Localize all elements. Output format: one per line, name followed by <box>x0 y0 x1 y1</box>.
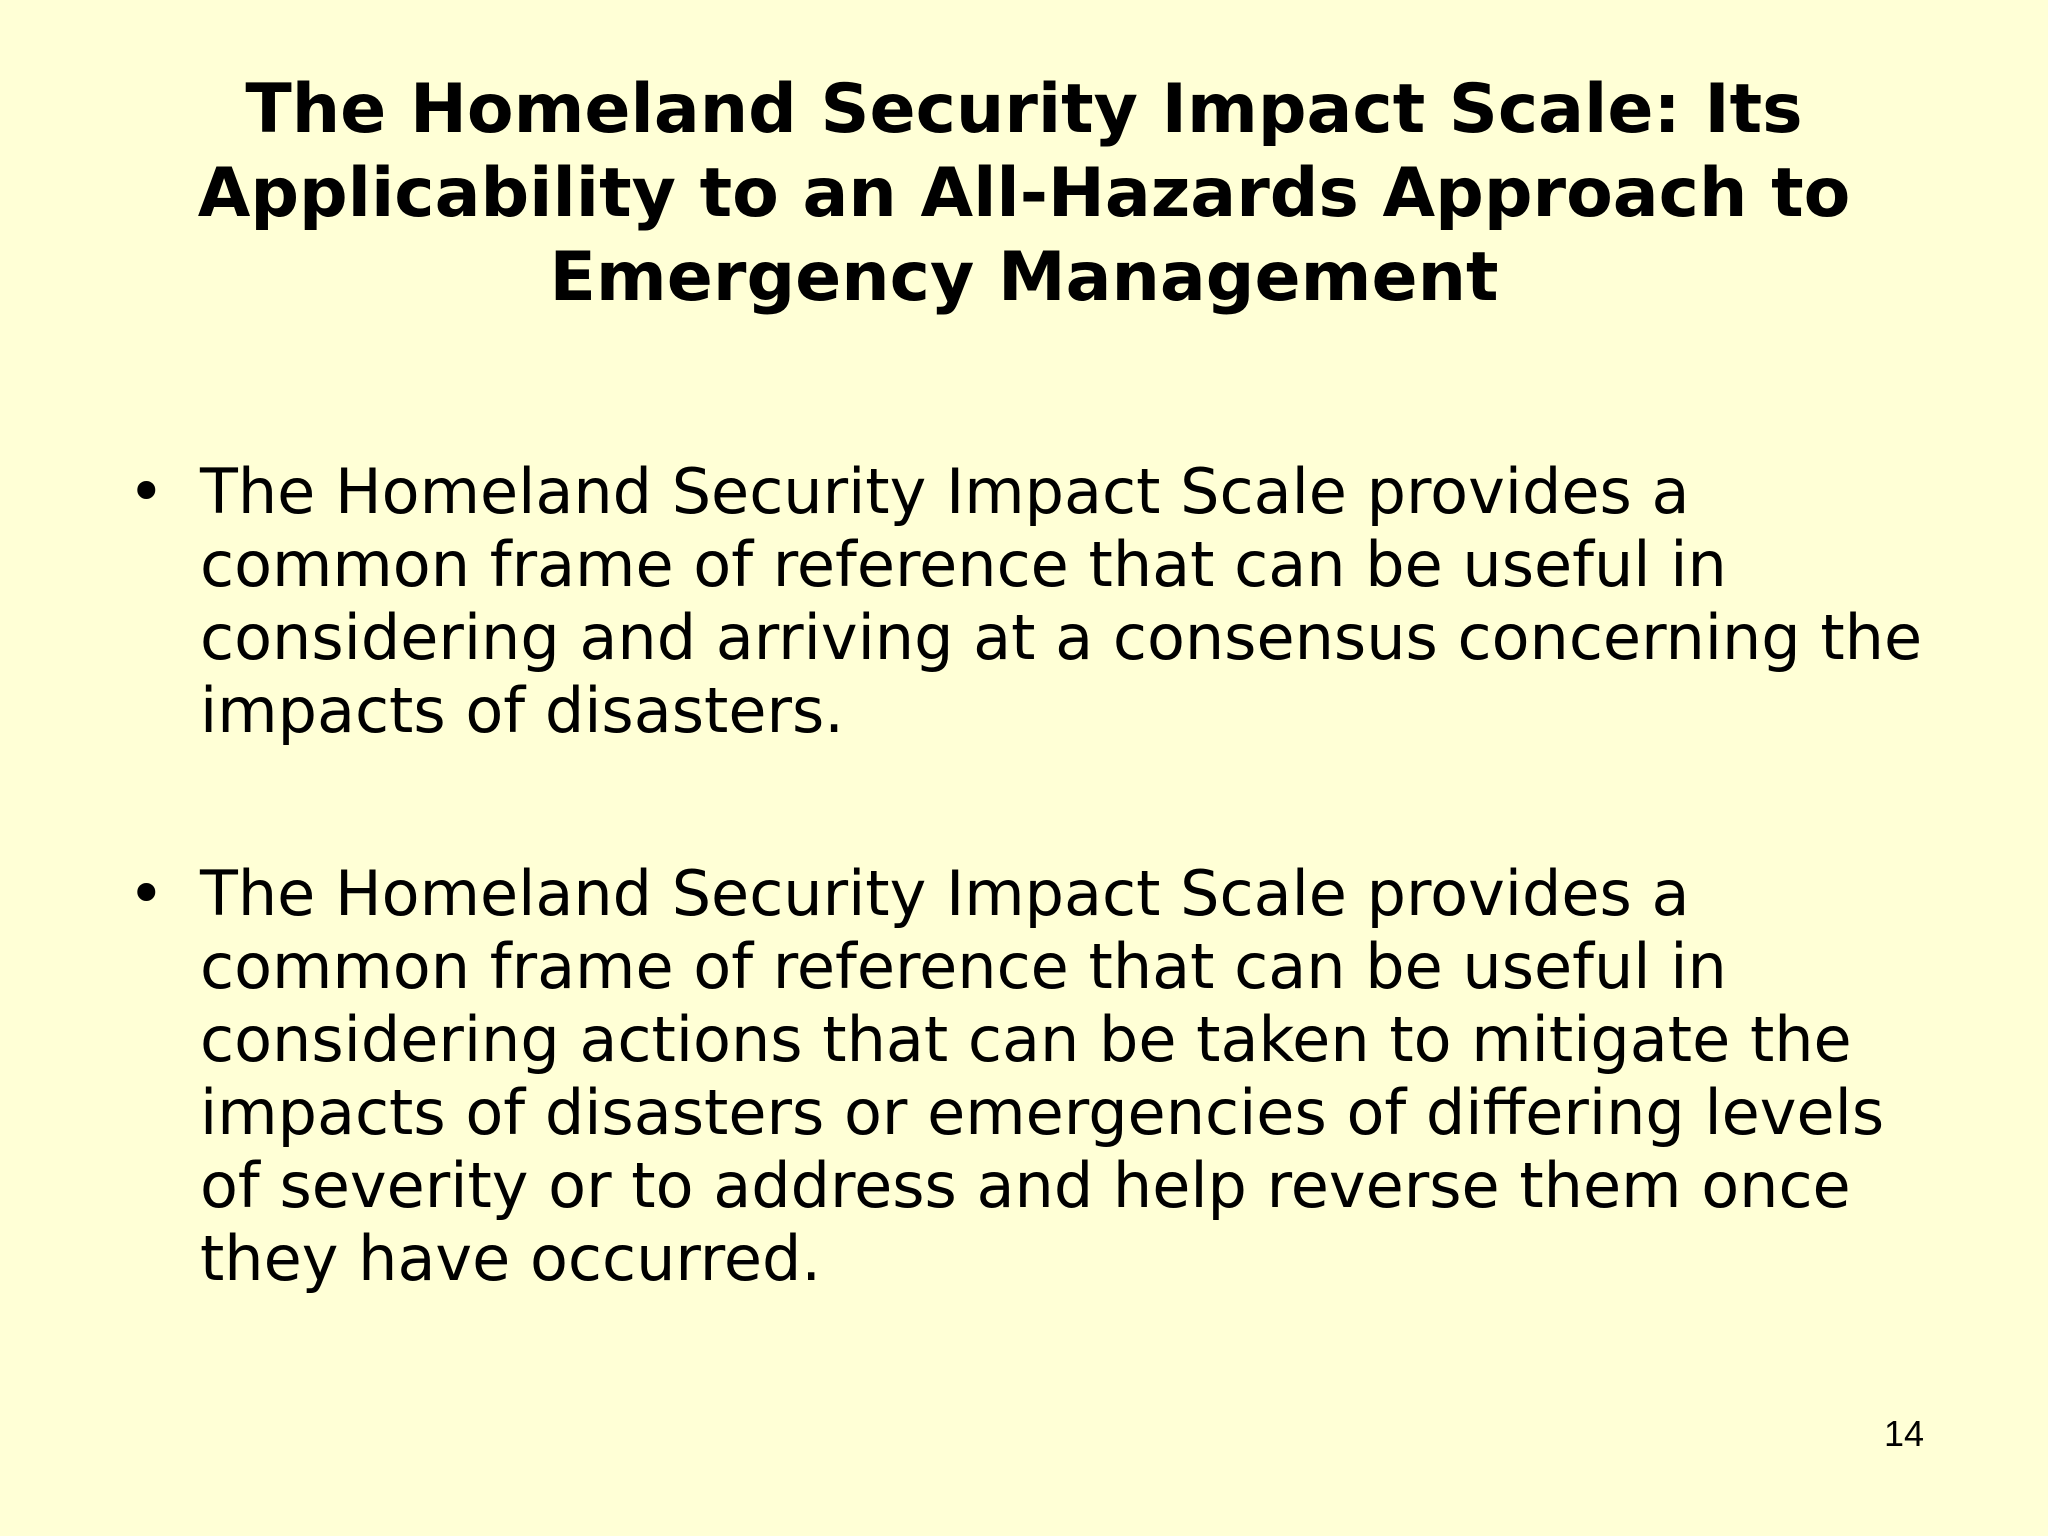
slide-number: 14 <box>1883 1413 1924 1454</box>
bullet-marker: • <box>128 857 165 930</box>
bullet-list <box>118 455 1948 1295</box>
slide-title: The Homeland Security Impact Scale: Its Applicability to an All-Hazards Approach to Emergency Management <box>197 70 1851 317</box>
bullet-item <box>118 857 1948 1295</box>
bullet-marker: • <box>128 455 165 528</box>
bullet-text: The Homeland Security Impact Scale provides a common frame of reference that can be useful in considering and arriving at a consensus concerning the impacts of disasters. <box>200 455 1923 747</box>
bullet-text: The Homeland Security Impact Scale provides a common frame of reference that can be useful in considering actions that can be taken to mitigate the impacts of disasters or emergencies of differing levels of severity or to address and help reverse them once they have occurred. <box>200 857 1885 1295</box>
bullet-item <box>118 455 1948 747</box>
